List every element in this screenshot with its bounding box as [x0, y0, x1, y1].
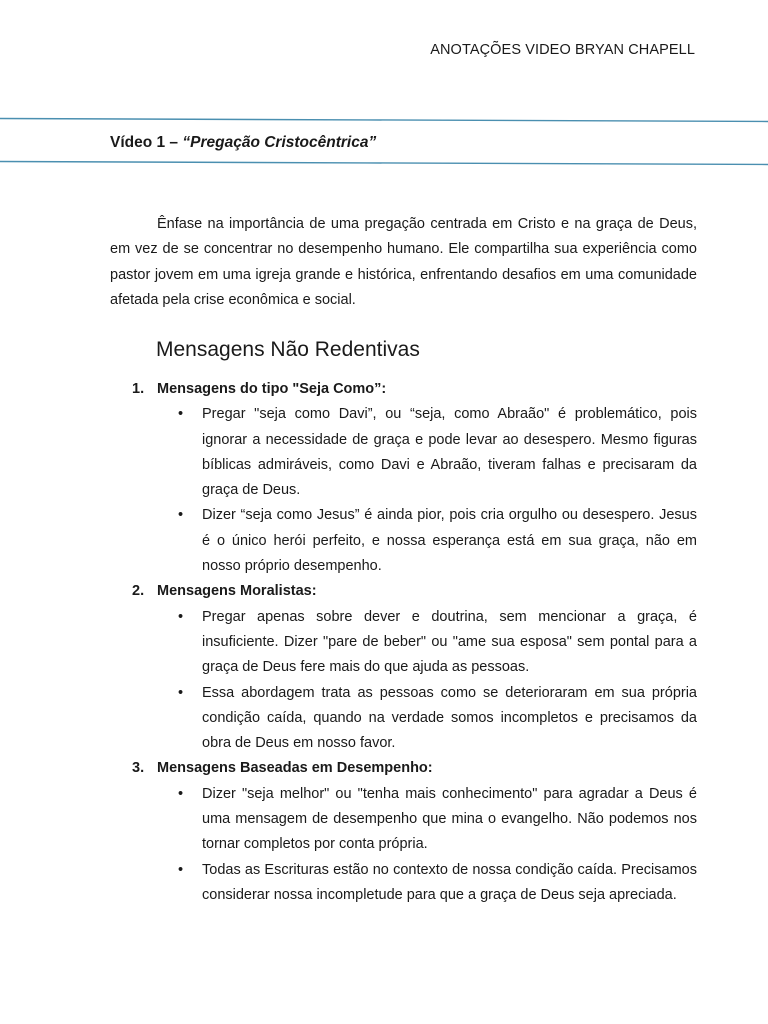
list-item-number: 1.: [132, 381, 145, 397]
bullet-icon: •: [178, 785, 184, 802]
bullet-item: [110, 858, 697, 909]
list-item-title-text: Mensagens Moralistas:: [157, 583, 317, 600]
bullet-list: [110, 605, 697, 757]
bullet-item: [110, 782, 697, 858]
list-item: [110, 377, 697, 579]
bottom-divider-rule: [0, 160, 768, 166]
list-item: [110, 756, 697, 908]
bullet-list: [110, 782, 697, 908]
bullet-text: Pregar apenas sobre dever e doutrina, sem mencionar a graça, é insuficiente. Dizer "pare de beber" ou "ame sua esposa" sem pontal para a graça de Deus fere mais do que ajuda as pessoas.: [202, 608, 697, 676]
bullet-text: Essa abordagem trata as pessoas como se deterioraram em sua própria condição caída, quando na verdade somos incompletos e precisamos da obra de Deus em nosso favor.: [202, 684, 697, 752]
list-item-title: [110, 579, 697, 604]
bullet-text: Todas as Escrituras estão no contexto de nossa condição caída. Precisamos considerar nossa incompletude para que a graça de Deus seja apreciada.: [202, 861, 697, 903]
list-item-number: 3.: [132, 760, 145, 777]
list-item: [110, 579, 697, 756]
list-item-title-text: Mensagens do tipo "Seja Como”:: [157, 381, 387, 397]
running-header: ANOTAÇÕES VIDEO BRYAN CHAPELL: [430, 42, 695, 58]
bullet-text: Dizer "seja melhor" ou "tenha mais conhecimento" para agradar a Deus é uma mensagem de desempenho que mina o evangelho. Não podemos nos tornar completos por conta própria.: [202, 785, 697, 853]
bullet-item: [110, 402, 697, 503]
bullet-list: [110, 402, 697, 579]
bullet-text: Pregar "seja como Davi”, ou “seja, como Abraão" é problemático, pois ignorar a necessidade de graça e pode levar ao desespero. Mesmo figuras bíblicas admiráveis, como Davi e Abraão, tiveram falhas e precisaram da graça de Deus.: [202, 406, 697, 499]
bullet-item: [110, 681, 697, 757]
bullet-icon: •: [178, 684, 184, 701]
bullet-icon: •: [178, 507, 184, 524]
video-title: [110, 134, 376, 152]
bullet-icon: •: [178, 608, 184, 625]
bullet-item: [110, 503, 697, 579]
section-heading: Mensagens Não Redentivas: [156, 338, 420, 361]
top-divider-rule: [0, 117, 768, 123]
intro-paragraph: Ênfase na importância de uma pregação centrada em Cristo e na graça de Deus, em vez de se concentrar no desempenho humano. Ele compartilha sua experiência como pastor jovem em uma igreja grande e histórica, enfrentando desafios em uma comunidade afetada pela crise econômica e social.: [110, 216, 697, 308]
video-title-prefix: Vídeo 1 –: [110, 134, 183, 151]
video-title-italic: “Pregação Cristocêntrica”: [182, 134, 377, 151]
messages-list: [110, 377, 697, 908]
bullet-item: [110, 605, 697, 681]
list-item-title-text: Mensagens Baseadas em Desempenho:: [157, 760, 433, 777]
list-item-title: [110, 377, 697, 402]
bullet-icon: •: [178, 406, 184, 423]
list-item-title: [110, 756, 697, 781]
bullet-icon: •: [178, 861, 184, 878]
bullet-text: Dizer “seja como Jesus” é ainda pior, pois cria orgulho ou desespero. Jesus é o único herói perfeito, e nossa esperança está em sua graça, não em nosso próprio desempenho.: [202, 507, 697, 575]
list-item-number: 2.: [132, 583, 145, 600]
